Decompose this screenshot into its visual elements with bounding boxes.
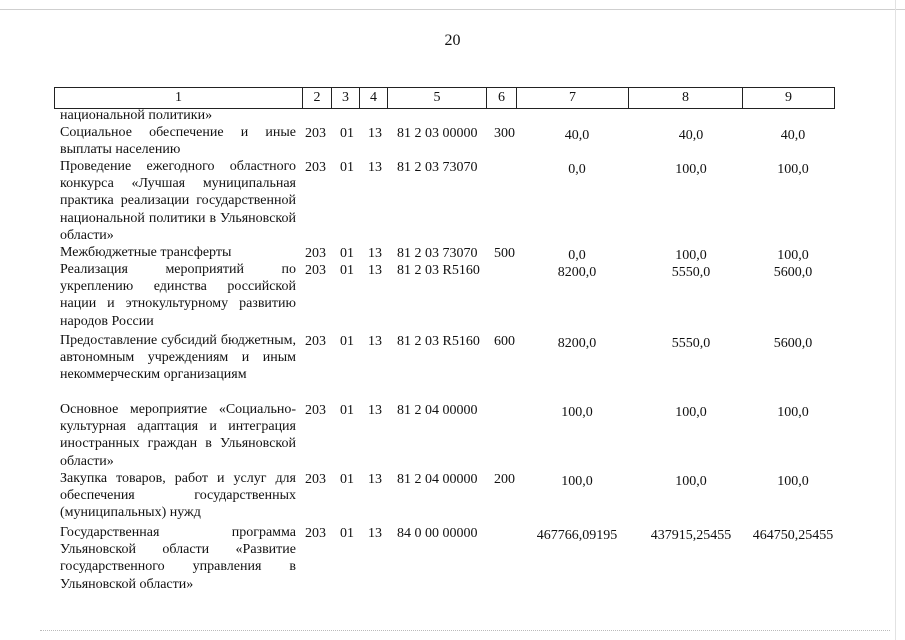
row-value-3: 100,0 <box>777 162 809 177</box>
row-pr: 13 <box>368 526 382 541</box>
header-col-8: 8 <box>629 88 743 108</box>
row-csr: 81 2 03 R5160 <box>397 263 480 278</box>
row-gr: 203 <box>305 334 326 349</box>
row-csr: 81 2 03 R5160 <box>397 334 480 349</box>
row-rz: 01 <box>340 126 354 141</box>
row-value-2: 100,0 <box>675 162 707 177</box>
row-csr: 81 2 04 00000 <box>397 403 478 418</box>
row-value-1: 40,0 <box>564 128 590 143</box>
row-gr: 203 <box>305 246 326 261</box>
page-number: 20 <box>444 32 461 49</box>
header-col-5: 5 <box>388 88 487 108</box>
row-csr: 81 2 03 00000 <box>397 126 478 141</box>
row-csr: 81 2 03 73070 <box>397 246 478 261</box>
row-pr: 13 <box>368 472 382 487</box>
row-pr: 13 <box>368 126 382 141</box>
row-value-2: 100,0 <box>675 405 707 420</box>
row-gr: 203 <box>305 403 326 418</box>
row-rz: 01 <box>340 246 354 261</box>
row-gr: 203 <box>305 160 326 175</box>
header-col-1: 1 <box>55 88 303 108</box>
row-pr: 13 <box>368 403 382 418</box>
header-col-9: 9 <box>743 88 835 108</box>
row-value-1: 8200,0 <box>557 336 597 351</box>
row-name: Проведение ежегодного областного конкурса «Лучшая муниципальная практика реализации государственной национальной политики в Ульяновской области» <box>60 159 296 243</box>
row-name: Межбюджетные трансферты <box>60 245 232 260</box>
row-value-2: 100,0 <box>675 474 707 489</box>
row-gr: 203 <box>305 126 326 141</box>
row-value-3: 40,0 <box>780 128 806 143</box>
row-csr: 81 2 04 00000 <box>397 472 478 487</box>
row-vr: 500 <box>494 246 515 261</box>
row-name: Государственная программа Ульяновской области «Развитие государственного управления в Ульяновской области» <box>60 525 296 592</box>
row-rz: 01 <box>340 403 354 418</box>
row-value-1: 0,0 <box>568 248 586 263</box>
scan-edge-top <box>0 9 905 10</box>
row-csr: 81 2 03 73070 <box>397 160 478 175</box>
row-gr: 203 <box>305 263 326 278</box>
row-name: Предоставление субсидий бюджетным, автономным учреждениям и иным некоммерческим организациям <box>60 333 296 383</box>
row-value-3: 464750,25455 <box>752 528 834 543</box>
header-col-7: 7 <box>517 88 629 108</box>
row-value-2: 5550,0 <box>671 265 711 280</box>
row-rz: 01 <box>340 472 354 487</box>
row-value-2: 5550,0 <box>671 336 711 351</box>
row-pr: 13 <box>368 246 382 261</box>
row-csr: 84 0 00 00000 <box>397 526 478 541</box>
row-value-1: 100,0 <box>561 474 593 489</box>
table-header <box>54 87 835 109</box>
row-vr: 300 <box>494 126 515 141</box>
row-value-3: 100,0 <box>777 474 809 489</box>
row-rz: 01 <box>340 334 354 349</box>
row-value-2: 437915,25455 <box>650 528 732 543</box>
row-rz: 01 <box>340 263 354 278</box>
row-pr: 13 <box>368 334 382 349</box>
row-value-3: 100,0 <box>777 405 809 420</box>
header-col-4: 4 <box>360 88 388 108</box>
row-value-1: 467766,09195 <box>536 528 618 543</box>
header-col-6: 6 <box>487 88 517 108</box>
header-col-2: 2 <box>303 88 332 108</box>
row-value-3: 5600,0 <box>773 265 813 280</box>
row-name: Основное мероприятие «Социально-культурная адаптация и интеграция иностранных граждан в Ульяновской области» <box>60 402 296 469</box>
row-pr: 13 <box>368 160 382 175</box>
row-value-2: 40,0 <box>678 128 704 143</box>
scan-edge-right <box>895 0 896 640</box>
row-name: Социальное обеспечение и иные выплаты населению <box>60 125 296 158</box>
row-rz: 01 <box>340 526 354 541</box>
row-value-3: 5600,0 <box>773 336 813 351</box>
row-gr: 203 <box>305 472 326 487</box>
row-vr: 600 <box>494 334 515 349</box>
row-value-1: 8200,0 <box>557 265 597 280</box>
row-rz: 01 <box>340 160 354 175</box>
row-value-1: 100,0 <box>561 405 593 420</box>
row-name: Закупка товаров, работ и услуг для обеспечения государственных (муниципальных) нужд <box>60 471 296 521</box>
header-col-3: 3 <box>332 88 360 108</box>
row-value-1: 0,0 <box>568 162 586 177</box>
row-value-3: 100,0 <box>777 248 809 263</box>
scan-edge-bottom <box>40 630 890 632</box>
row-name: национальной политики» <box>60 108 213 123</box>
row-gr: 203 <box>305 526 326 541</box>
row-name: Реализация мероприятий по укреплению единства российской нации и этнокультурному развитию народов России <box>60 262 296 329</box>
row-value-2: 100,0 <box>675 248 707 263</box>
row-pr: 13 <box>368 263 382 278</box>
row-vr: 200 <box>494 472 515 487</box>
